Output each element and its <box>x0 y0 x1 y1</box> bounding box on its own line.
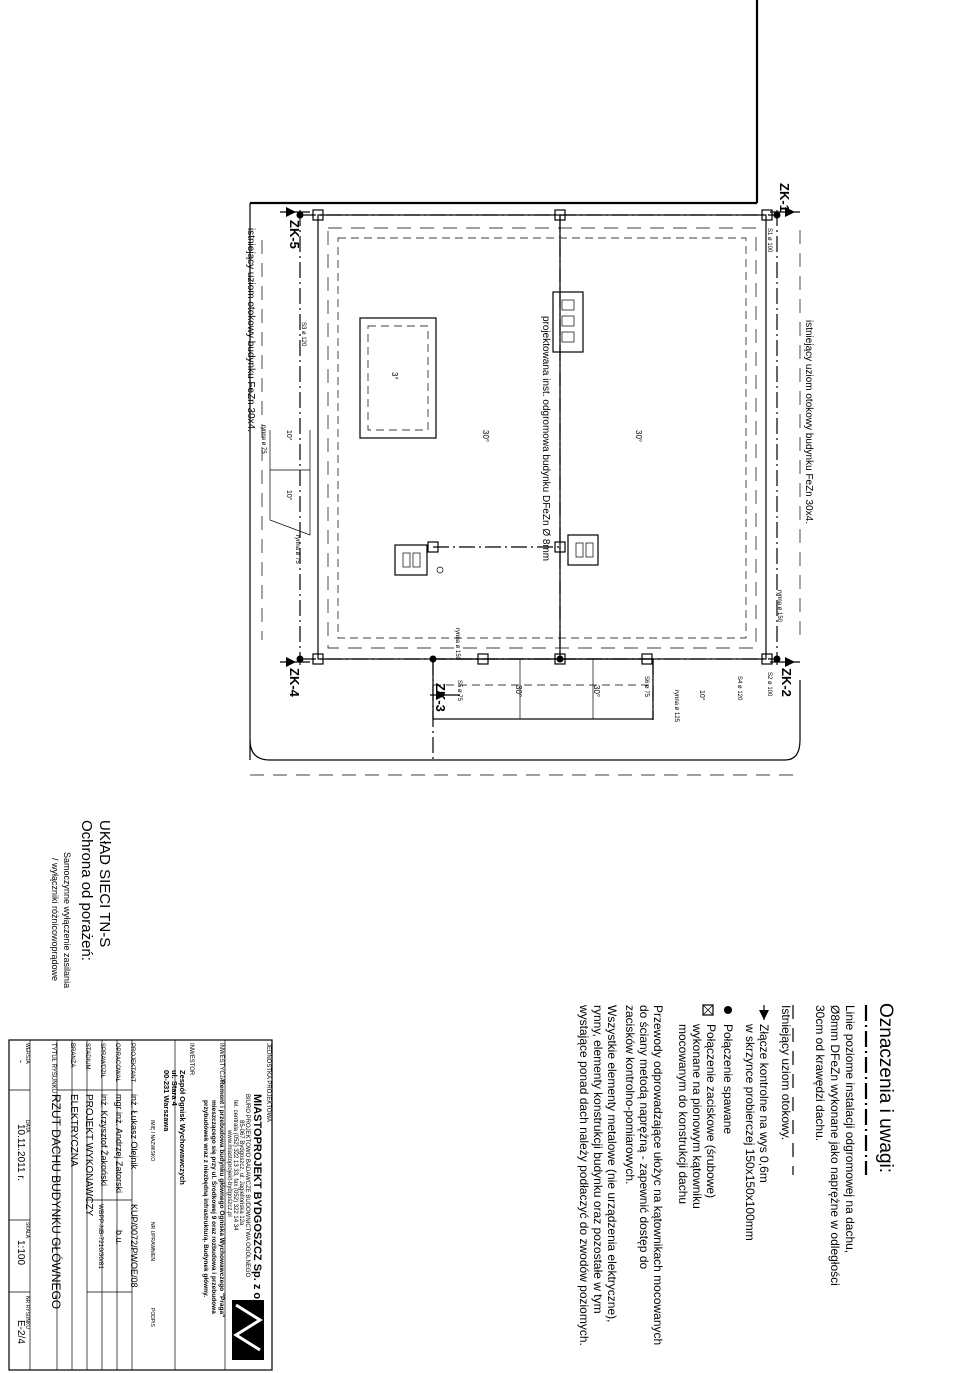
legend-text-2: Ø8mm DFeZn wykonane jako naprężne w odległości <box>828 1005 842 1286</box>
tb-company: MIASTOPROJEKT BYDGOSZCZ Sp. z o.o. <box>251 1094 263 1312</box>
legend-note-2: do ściany metodą naprężną - zapewnić dostęp do <box>637 1005 651 1270</box>
tb-unit-label: JEDNOSTKA PROJEKTOWA <box>265 1043 271 1123</box>
tb-role-designer: PROJEKTANT <box>129 1043 135 1083</box>
tb-investment-1: Remont i przebudowa budynku głównego Ogniska Wychowawczego "Praga" <box>218 1080 225 1318</box>
tb-company-sub: BIURO PROJEKTOWO BADAWCZE BUDOWNICTWA OGÓLNEGO <box>244 1094 250 1278</box>
pipe-label-s4: S4 ø 120 <box>736 676 742 701</box>
tb-investment-2: mieszczącego się przy ul. Środkowej 9 oraz rozbudowa i przebudowa <box>210 1100 217 1314</box>
tb-license-designer: KUP/0072/PWOE/08 <box>129 1204 139 1288</box>
legend-note-3: zacisków kontrolno-pomiarowych. <box>623 1005 637 1185</box>
slope-7: 10° <box>285 490 292 501</box>
tb-version-label: WERSJA <box>24 1043 30 1064</box>
tb-date: 10.11.2011 r. <box>15 1124 26 1181</box>
tb-name-author: mgr inż. Andrzej Zatorski <box>114 1094 124 1194</box>
pipe-label-s6: S6 ø 75 <box>643 676 649 698</box>
tb-drawing-title: RZUT DACHU BUDYNKU GŁÓWNEGO <box>49 1094 63 1310</box>
gutter-label-1: rynna ø 150 <box>776 590 782 623</box>
legend-note-1: Przewody odprowadzające ułożyc na kątownikach mocowanych <box>651 1005 665 1346</box>
legend-note-6: wystające ponad dach należy podłaczyć do zwodów poziomych. <box>577 1005 591 1346</box>
joint-zk5: ZK-5 <box>287 220 302 249</box>
tb-branch: ELEKTRYCZNA <box>68 1094 79 1167</box>
gutter-label-5: rynna ø 75 <box>294 535 300 564</box>
legend-text-6: w skrzynce probierczej 150x150x100mm <box>743 1024 757 1241</box>
legend-text-8: Połączenie zaciskowe (śrubowe) <box>704 1024 718 1199</box>
roof-plan <box>245 0 814 775</box>
tb-name-checker: inż. Krzysztof Żakoński <box>99 1094 109 1187</box>
tb-role-author: OPRACOWAŁ <box>114 1043 120 1082</box>
pipe-label-s3: S3 ø 120 <box>300 322 306 347</box>
earth-label-top: istniejący uziom otokowy budynku FeZn 30x4. <box>803 320 814 524</box>
tb-branch-label: BRANŻA <box>69 1043 75 1068</box>
downpipe-arrows <box>280 207 800 700</box>
tb-scale-label: SKALA <box>24 1222 30 1239</box>
tb-stage-label: STADIUM <box>84 1043 90 1070</box>
gutter-label-3: rynna ø 125 <box>673 690 679 723</box>
network-line-2: / wyłączniki różnicowoprądowe <box>50 858 60 982</box>
joint-zk4: ZK-4 <box>287 668 302 697</box>
tb-col-sign: PODPIS <box>149 1308 155 1327</box>
slope-1: 30° <box>481 430 490 443</box>
tb-address: 85-067 Bydgoszcz, ul. Jagiellońska 12a <box>238 1120 244 1226</box>
vent-unit-1 <box>553 292 583 352</box>
legend-text-1: Linie poziome instalacji odgromowej na dachu, <box>843 1005 857 1254</box>
joint-zk1: ZK-1 <box>777 183 792 212</box>
legend-note-4: Wszystkie elementy metalowe (nie urządzenia elektryczne), <box>605 1005 619 1323</box>
tb-name-designer: inż. Łukasz Olejnik <box>129 1094 139 1170</box>
slope-8: 10° <box>698 690 705 701</box>
legend-note-5: rynny, elementy konstrukcji budynku oraz pozostałe w tym <box>591 1005 605 1314</box>
slope-3: 30° <box>514 685 523 698</box>
slope-2: 30° <box>634 430 643 443</box>
roof-outlet <box>437 567 443 573</box>
tb-investment-3: przybudówek wraz z niezbędną infrastrukturą. Budynek główny. <box>202 1100 209 1298</box>
tb-investment-label: INWESTYCJA <box>218 1043 224 1082</box>
gutter-left <box>270 430 310 535</box>
legend-text-9: wykonane na pionowym kątowniku <box>690 1024 704 1209</box>
pipe-label-s1: S1 ø 100 <box>766 228 772 253</box>
tb-investor-2: ul. Stara 4 <box>170 1070 179 1106</box>
legend-text-4: Istniejący uziom otokowy. <box>779 1005 793 1141</box>
slope-4: 30° <box>592 685 601 698</box>
legend <box>577 1003 896 1346</box>
title-block <box>9 1040 272 1370</box>
weld-dots <box>297 212 781 663</box>
legend-text-5: Złącze kontrolne na wys 0,6m <box>757 1024 771 1183</box>
new-installation-label: projektowana inst. odgromowa budynku DFeZn Ø 8mm <box>540 316 551 562</box>
earth-label-bottom: istniejący uziom otokowy budynku FeZn 30x4. <box>245 228 256 432</box>
tb-drawing-no: E-2/4 <box>15 1320 26 1344</box>
network-note <box>50 820 113 988</box>
legend-symbol-clamp <box>703 1005 713 1015</box>
pipe-label-s2: S2 ø 100 <box>766 672 772 697</box>
gutter-label-2: rynna ø 150 <box>454 628 460 661</box>
legend-symbol-joint <box>759 1005 769 1020</box>
joint-zk2: ZK-2 <box>779 668 794 697</box>
gutter-label-4: rynna ø 75 <box>260 425 266 454</box>
tb-col-license: NR UPRAWNIEŃ <box>149 1222 155 1261</box>
legend-text-10: mocowanym do konstrukcji dachu <box>676 1024 690 1205</box>
wall-bottom <box>250 680 800 760</box>
legend-title: Oznaczenia i uwagi: <box>875 1003 896 1174</box>
pipe-label-s5: S5 ø 75 <box>456 680 462 702</box>
tb-investor-1: Zespół Ognisk Wychowawczych <box>178 1070 187 1185</box>
tb-role-checker: SPRAWDZIŁ <box>99 1043 105 1078</box>
slope-5: 3° <box>390 372 399 380</box>
tb-investor-3: 00-231 Warszawa <box>162 1070 171 1132</box>
slope-6: 10° <box>285 430 292 441</box>
network-subtitle: Ochrona od porażeń: <box>78 820 95 961</box>
legend-text-7: Połączenie spawane <box>721 1024 735 1135</box>
tb-investor-label: INWESTOR <box>188 1043 194 1076</box>
tb-title-label: TYTUŁ RYSUNKU <box>50 1043 56 1093</box>
tb-license-checker: WBPP-NB-7210/30/81 <box>97 1204 104 1270</box>
network-title: UKłAD SIECI TN-S <box>96 820 113 948</box>
vent-unit-2 <box>395 545 427 575</box>
tb-web: www.miastoprojekt-bydgoszcz.pl <box>226 1130 232 1217</box>
tb-col-name: IMIĘ I NAZWISKO <box>149 1120 155 1162</box>
tb-drawing-no-label: NR RYSUNKU <box>24 1296 30 1329</box>
tb-scale: 1:100 <box>15 1240 26 1266</box>
legend-text-3: 30cm od krawędzi dachu. <box>813 1005 827 1142</box>
tb-date-label: DATA <box>24 1120 30 1133</box>
joint-zk3: ZK-3 <box>433 683 448 712</box>
annex-roof <box>433 659 653 719</box>
tb-license-author: b.u. <box>114 1230 124 1246</box>
network-line-1: Samoczynne wyłączenie zasilania <box>62 852 72 989</box>
tb-phones: tel. centrala (052) 322 13 33, fax (052) 322 14 34 <box>232 1100 238 1231</box>
tb-stage: PROJEKT WYKONAWCZY <box>83 1094 94 1217</box>
legend-symbol-weld <box>724 1006 732 1014</box>
tb-version: - <box>16 1060 26 1063</box>
